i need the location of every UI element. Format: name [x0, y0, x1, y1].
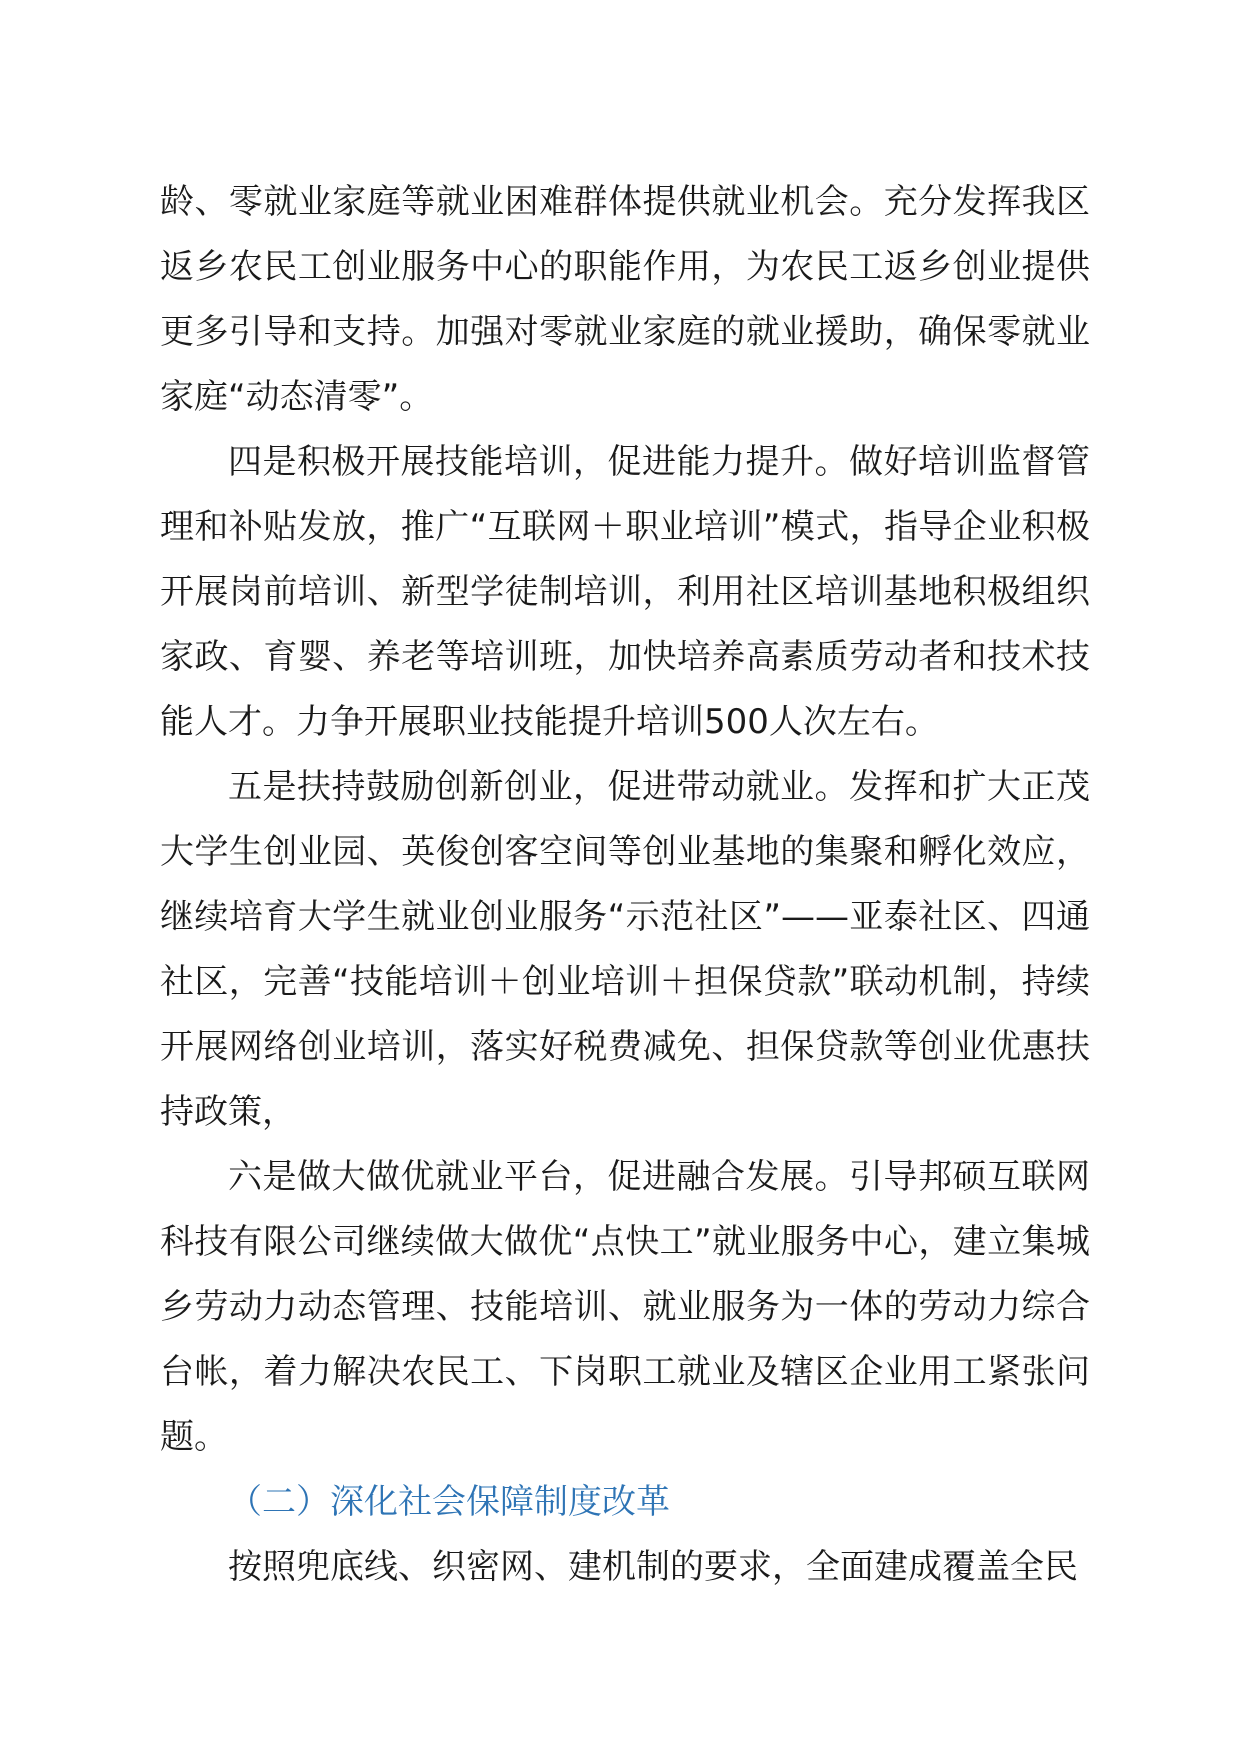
section-heading-social-security: （二）深化社会保障制度改革 [228, 1482, 670, 1522]
paragraph-social-security-intro: 按照兜底线、织密网、建机制的要求，全面建成覆盖全民 [228, 1547, 1078, 1587]
document-page [160, 170, 1090, 1600]
paragraph-continuation: 龄、零就业家庭等就业困难群体提供就业机会。充分发挥我区返乡农民工创业服务中心的职能作用，为农民工返乡创业提供更多引导和支持。加强对零就业家庭的就业援助，确保零就业家庭“动态清零”。 [160, 182, 1090, 417]
paragraph-skills-training: 四是积极开展技能培训，促进能力提升。做好培训监督管理和补贴发放，推广“互联网＋职业培训”模式，指导企业积极开展岗前培训、新型学徒制培训，利用社区培训基地积极组织家政、育婴、养老等培训班，加快培养高素质劳动者和技术技能人才。力争开展职业技能提升培训500人次左右。 [160, 442, 1090, 742]
paragraph-employment-platform: 六是做大做优就业平台，促进融合发展。引导邦硕互联网科技有限公司继续做大做优“点快工”就业服务中心，建立集城乡劳动力动态管理、技能培训、就业服务为一体的劳动力综合台帐，着力解决农民工、下岗职工就业及辖区企业用工紧张问题。 [160, 1157, 1090, 1457]
paragraph-entrepreneurship: 五是扶持鼓励创新创业，促进带动就业。发挥和扩大正茂大学生创业园、英俊创客空间等创业基地的集聚和孵化效应，继续培育大学生就业创业服务“示范社区”——亚泰社区、四通社区，完善“技能培训＋创业培训＋担保贷款”联动机制，持续开展网络创业培训，落实好税费减免、担保贷款等创业优惠扶持政策， [160, 767, 1090, 1132]
